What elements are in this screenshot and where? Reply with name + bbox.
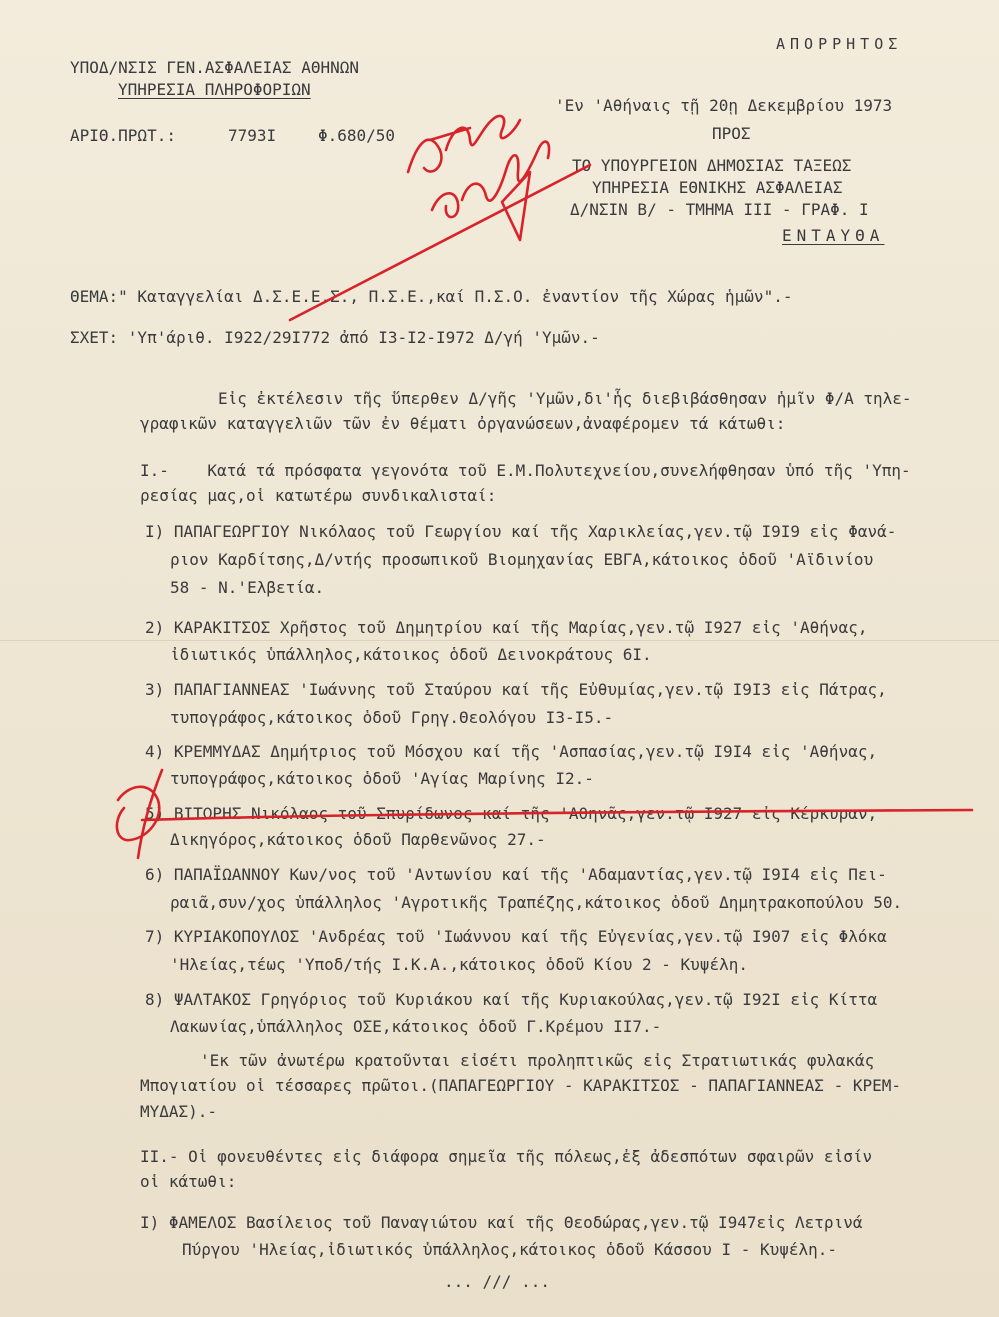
section-2-line-2: οἱ κάτωθι: (140, 1172, 237, 1191)
arrestee-8-line-1: 8) ΨΑΛΤΑΚΟΣ Γρηγόριος τοῦ Κυριάκου καί τῆς Κυριακούλας,γεν.τῷ Ι92Ι εἰς Κίττα (145, 990, 878, 1009)
to-label: ΠΡΟΣ (712, 124, 751, 143)
section-1-closing-3: ΜΥΔΑΣ).- (140, 1102, 218, 1121)
classification-stamp: ΑΠΟΡΡΗΤΟΣ (776, 35, 903, 53)
section-1-line-1: Ι.- Κατά τά πρόσφατα γεγονότα τοῦ Ε.Μ.Πολυτεχνείου,συνελήφθησαν ὑπό τῆς 'Υπη- (140, 461, 911, 480)
arrestee-5-line-1: 5) ΒΙΤΩΡΗΣ Νικόλαος τοῦ Σπυρίδωνος καί τῆς 'Αθηνᾶς,γεν.τῷ Ι927 εἰς Κέρκυραν, (145, 804, 878, 823)
arrestee-2-line-1: 2) ΚΑΡΑΚΙΤΣΟΣ Χρῆστος τοῦ Δημητρίου καί τῆς Μαρίας,γεν.τῷ Ι927 εἰς 'Αθήνας, (145, 618, 868, 637)
item-5-underline (142, 810, 972, 820)
section-1-closing-1: 'Εκ τῶν ἀνωτέρω κρατοῦνται εἰσέτι προληπτικῶς εἰς Στρατιωτικάς φυλακάς (200, 1051, 875, 1070)
item-5-bracket (117, 770, 162, 858)
section-1-closing-2: Μπογιατίου οἱ τέσσαρες πρῶτοι.(ΠΑΠΑΓΕΩΡΓΙΟΥ - ΚΑΡΑΚΙΤΣΟΣ - ΠΑΠΑΓΙΑΝΝΕΑΣ - ΚΡΕΜ- (140, 1076, 901, 1095)
section-2-line-1: ΙΙ.- Οἱ φονευθέντες εἰς διάφορα σημεῖα τῆς πόλεως,ἐξ ἀδεσπότων σφαιρῶν εἰσίν (140, 1147, 873, 1166)
arrestee-2-line-2: ἰδιωτικός ὑπάλληλος,κάτοικος ὁδοῦ Δεινοκράτους 6Ι. (170, 645, 652, 664)
killed-1-line-1: Ι) ΦΑΜΕΛΟΣ Βασίλειος τοῦ Παναγιώτου καί τῆς Θεοδώρας,γεν.τῷ Ι947εἰς Λετρινά (140, 1213, 863, 1232)
handwritten-note-line-2 (432, 142, 549, 217)
arrestee-6-line-1: 6) ΠΑΠΑΪΩΑΝΝΟΥ Κων/νος τοῦ 'Αντωνίου καί τῆς 'Αδαμαντίας,γεν.τῷ Ι9Ι4 εἰς Πει- (145, 865, 887, 884)
office-line-2: ΥΠΗΡΕΣΙΑ ΠΛΗΡΟΦΟΡΙΩΝ (118, 80, 311, 99)
intro-line-1: Εἰς ἐκτέλεσιν τῆς ὕπερθεν Δ/γῆς 'Υμῶν,δι'ἧς διεβιβάσθησαν ἡμῖν Φ/Α τηλε- (218, 389, 912, 408)
killed-1-line-2: Πύργου 'Ηλείας,ἰδιωτικός ὑπάλληλος,κάτοικος ὁδοῦ Κάσσου Ι - Κυψέλη.- (182, 1240, 838, 1259)
office-line-1: ΥΠΟΔ/ΝΣΙΣ ΓΕΝ.ΑΣΦΑΛΕΙΑΣ ΑΘΗΝΩΝ (70, 58, 359, 77)
section-1-line-2: ρεσίας μας,οἱ κατωτέρω συνδικαλισταί: (140, 486, 497, 505)
recipient-line-3: Δ/ΝΣΙΝ Β/ - ΤΜΗΜΑ ΙΙΙ - ΓΡΑΦ. Ι (570, 200, 869, 219)
arrow-line (290, 165, 590, 320)
reference-line: ΣΧΕΤ: 'Υπ'άριθ. Ι922/29Ι772 ἀπό Ι3-Ι2-Ι972 Δ/γή 'Υμῶν.- (70, 328, 600, 347)
arrestee-8-line-2: Λακωνίας,ὑπάλληλος ΟΣΕ,κάτοικος ὁδοῦ Γ.Κρέμου ΙΙ7.- (170, 1017, 662, 1036)
arrestee-1-line-3: 58 - Ν.'Ελβετία. (170, 578, 325, 597)
intro-line-2: γραφικῶν καταγγελιῶν τῶν ἐν θέματι ὀργανώσεων,ἀναφέρομεν τά κάτωθι: (140, 414, 786, 433)
arrestee-1-line-2: ριον Καρδίτσης,Δ/ντής προσωπικοῦ Βιομηχανίας ΕΒΓΑ,κάτοικος ὁδοῦ 'Αϊδινίου (170, 550, 874, 569)
arrestee-4-line-1: 4) ΚΡΕΜΜΥΔΑΣ Δημήτριος τοῦ Μόσχου καί τῆς 'Ασπασίας,γεν.τῷ Ι9Ι4 εἰς 'Αθήνας, (145, 742, 878, 761)
arrestee-5-line-2: Δικηγόρος,κάτοικος ὁδοῦ Παρθενῶνος 27.- (170, 830, 546, 849)
arrow-head (502, 172, 530, 240)
arrestee-6-line-2: ραιᾶ,συν/χος ὑπάλληλος 'Αγροτικῆς Τραπέζης,κάτοικος ὁδοῦ Δημητρακοπούλου 50. (170, 893, 903, 912)
place-date: 'Εν 'Αθήναις τῇ 20ῃ Δεκεμβρίου 1973 (555, 96, 893, 115)
arrestee-3-line-2: τυπογράφος,κάτοικος ὁδοῦ Γρηγ.Θεολόγου Ι3-Ι5.- (170, 708, 614, 727)
file-number: Φ.680/50 (318, 126, 396, 145)
recipient-line-4: ΕΝΤΑΥΘΑ (782, 226, 885, 245)
arrestee-3-line-1: 3) ΠΑΠΑΓΙΑΝΝΕΑΣ 'Ιωάννης τοῦ Σταύρου καί τῆς Εὐθυμίας,γεν.τῷ Ι9Ι3 εἰς Πάτρας, (145, 680, 887, 699)
protocol-number: 7793Ι (228, 126, 277, 145)
recipient-line-2: ΥΠΗΡΕΣΙΑ ΕΘΝΙΚΗΣ ΑΣΦΑΛΕΙΑΣ (592, 178, 843, 197)
arrestee-1-line-1: Ι) ΠΑΠΑΓΕΩΡΓΙΟΥ Νικόλαος τοῦ Γεωργίου καί τῆς Χαρικλείας,γεν.τῷ Ι9Ι9 εἰς Φανά- (145, 522, 897, 541)
protocol-label: ΑΡΙΘ.ΠΡΩΤ.: (70, 126, 176, 145)
recipient-line-1: ΤΟ ΥΠΟΥΡΓΕΙΟΝ ΔΗΜΟΣΙΑΣ ΤΑΞΕΩΣ (572, 156, 852, 175)
arrestee-7-line-2: 'Ηλείας,τέως 'Υποδ/τής Ι.Κ.Α.,κάτοικος ὁδοῦ Κίου 2 - Κυψέλη. (170, 955, 748, 974)
handwritten-annotation-text (420, 150, 428, 170)
arrestee-4-line-2: τυπογράφος,κάτοικος ὁδοῦ 'Αγίας Μαρίνης Ι2.- (170, 769, 594, 788)
continuation-mark: ... /// ... (444, 1272, 550, 1291)
arrestee-7-line-1: 7) ΚΥΡΙΑΚΟΠΟΥΛΟΣ 'Ανδρέας τοῦ 'Ιωάννου καί τῆς Εὐγενίας,γεν.τῷ Ι907 εἰς Φλόκα (145, 927, 887, 946)
subject-line: ΘΕΜΑ:" Καταγγελίαι Δ.Σ.Ε.Ε.Σ., Π.Σ.Ε.,καί Π.Σ.Ο. ἐναντίον τῆς Χώρας ἡμῶν".- (70, 287, 793, 306)
